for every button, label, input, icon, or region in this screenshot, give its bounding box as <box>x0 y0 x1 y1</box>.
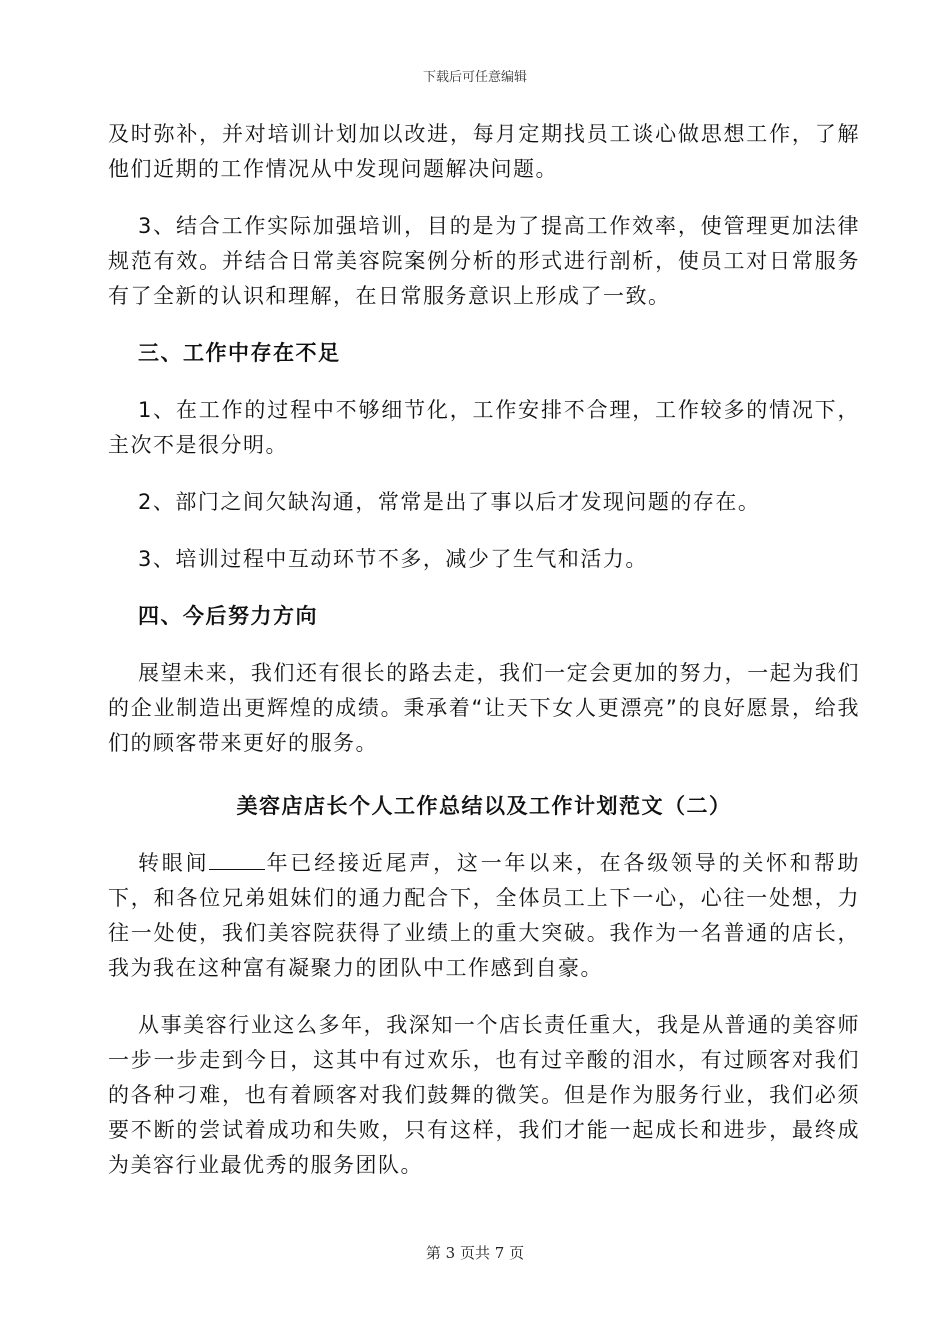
paragraph-year-end <box>108 846 860 986</box>
heading-future-direction: 四、今后努力方向 <box>138 604 318 628</box>
section-title: 美容店店长个人工作总结以及工作计划范文（二） <box>236 794 732 818</box>
paragraph-continued: 及时弥补，并对培训计划加以改进，每月定期找员工谈心做思想工作，了解他们近期的工作情况从中发现问题解决问题。 <box>108 122 860 181</box>
year-end-text-rest: 年已经接近尾声，这一年以来，在各级领导的关怀和帮助下，和各位兄弟姐妹们的通力配合下，全体员工上下一心，心往一处想，力往一处使，我们美容院获得了业绩上的重大突破。我作为一名普通的店长，我为我在这种富有凝聚力的团队中工作感到自豪。 <box>108 851 860 980</box>
year-end-text-start: 转眼间 <box>138 851 210 875</box>
heading-shortcomings: 三、工作中存在不足 <box>138 341 341 365</box>
year-blank <box>209 849 265 870</box>
paragraph-training-item-3: 3、结合工作实际加强培训，目的是为了提高工作效率，使管理更加法律规范有效。并结合日常美容院案例分析的形式进行剖析，使员工对日常服务有了全新的认识和理解，在日常服务意识上形成了一致。 <box>108 214 860 308</box>
paragraph-shortcoming-1: 1、在工作的过程中不够细节化，工作安排不合理，工作较多的情况下，主次不是很分明。 <box>108 398 860 457</box>
paragraph-future-outlook: 展望未来，我们还有很长的路去走，我们一定会更加的努力，一起为我们的企业制造出更辉煌的成绩。秉承着“让天下女人更漂亮”的良好愿景，给我们的顾客带来更好的服务。 <box>108 661 860 755</box>
document-body <box>108 117 860 1183</box>
page-number: 第 3 页共 7 页 <box>425 1244 525 1262</box>
paragraph-shortcoming-3: 3、培训过程中互动环节不多，减少了生气和活力。 <box>138 547 648 571</box>
paragraph-industry-experience: 从事美容行业这么多年，我深知一个店长责任重大，我是从普通的美容师一步一步走到今日，这其中有过欢乐，也有过辛酸的泪水，有过顾客对我们的各种刁难，也有着顾客对我们鼓舞的微笑。但是作为服务行业，我们必须要不断的尝试着成功和失败，只有这样，我们才能一起成长和进步，最终成为美容行业最优秀的服务团队。 <box>108 1013 860 1177</box>
paragraph-shortcoming-2: 2、部门之间欠缺沟通，常常是出了事以后才发现问题的存在。 <box>138 490 761 514</box>
download-note: 下载后可任意编辑 <box>422 70 527 85</box>
